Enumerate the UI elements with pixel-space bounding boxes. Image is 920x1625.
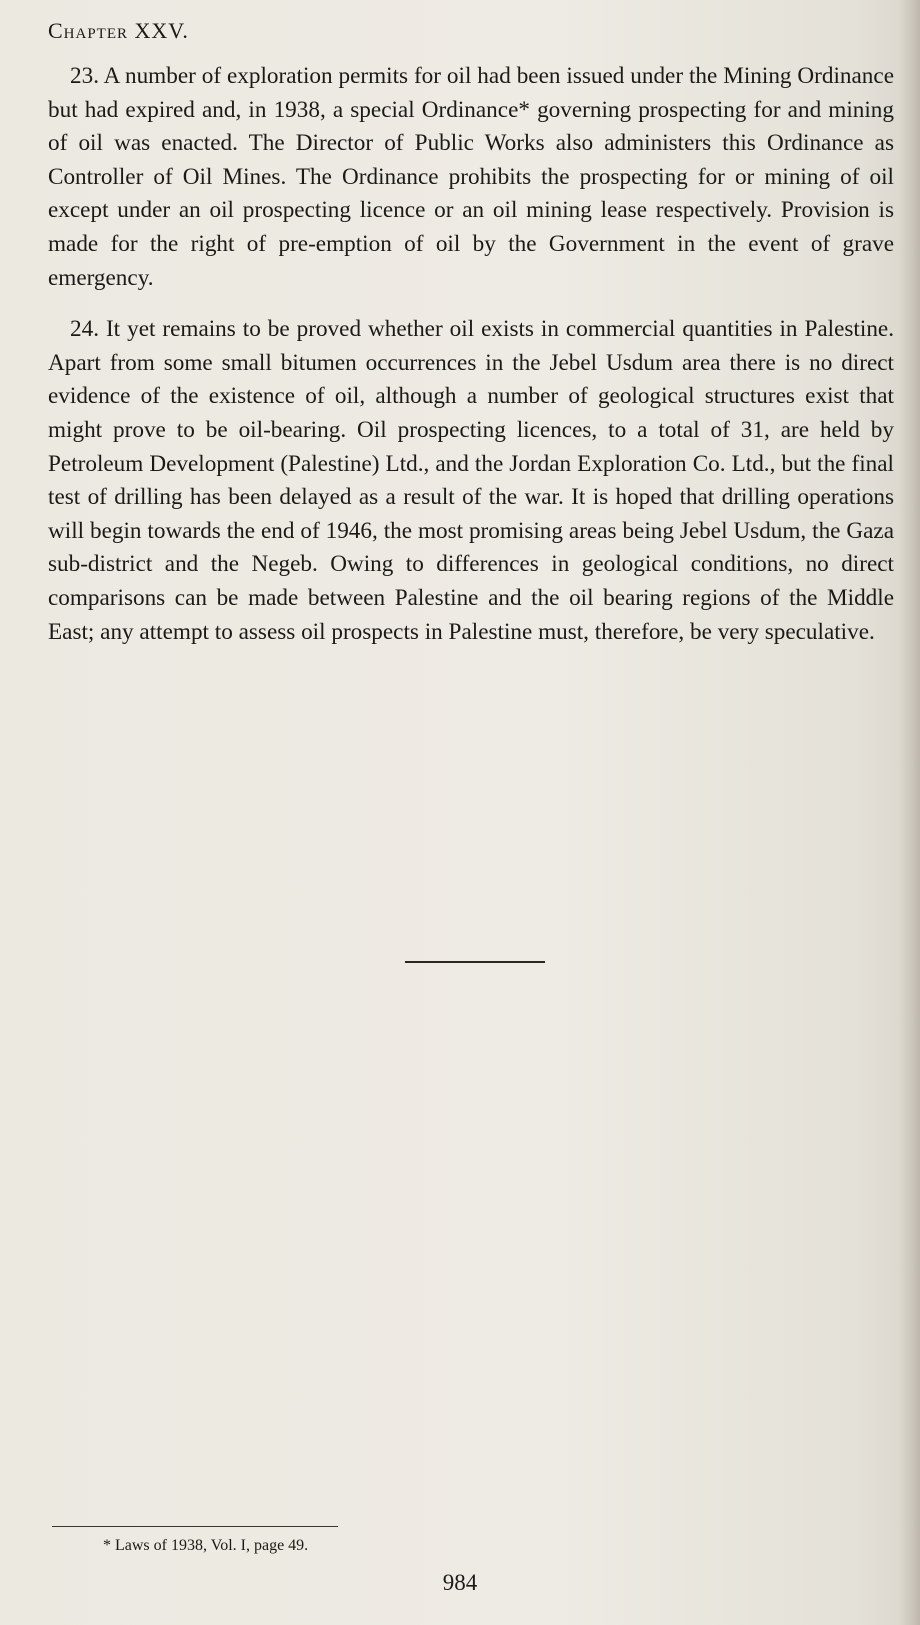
running-head: Chapter XXV. — [48, 18, 189, 43]
footnote: * Laws of 1938, Vol. I, page 49. — [103, 1537, 309, 1554]
paragraph-23: 23. A number of exploration permits for oil had been issued under the Mining Ordinance but had expired and, in 1938, a special Ordinance* governing prospecting for and mining of oil was enacted. The Director of Public Works also administers this Ordinance as Controller of Oil Mines. The Ordinance prohibits the prospecting for or mining of oil except under an oil prospecting licence or an oil mining lease respectively. Provision is made for the right of pre-emption of oil by the Government in the event of grave emergency. — [48, 63, 894, 291]
paragraph-24: 24. It yet remains to be proved whether oil exists in commercial quantities in Palestine. Apart from some small bitumen occurrences in the Jebel Usdum area there is no direct evidence of the existence of oil, although a number of geological structures exist that might prove to be oil-bearing. Oil prospecting licences, to a total of 31, are held by Petroleum Development (Palestine) Ltd., and the Jordan Exploration Co. Ltd., but the final test of drilling has been delayed as a result of the war. It is hoped that drilling operations will begin towards the end of 1946, the most promising areas being Jebel Usdum, the Gaza sub-district and the Negeb. Owing to differences in geological conditions, no direct comparisons can be made between Palestine and the oil bearing regions of the Middle East; any attempt to assess oil prospects in Palestine must, therefore, be very speculative. — [48, 316, 894, 645]
page-number: 984 — [442, 1570, 478, 1595]
page-edge-shadow — [898, 0, 920, 1625]
footnote-rule — [52, 1526, 338, 1527]
section-end-rule — [405, 961, 545, 963]
body-text — [48, 60, 894, 667]
